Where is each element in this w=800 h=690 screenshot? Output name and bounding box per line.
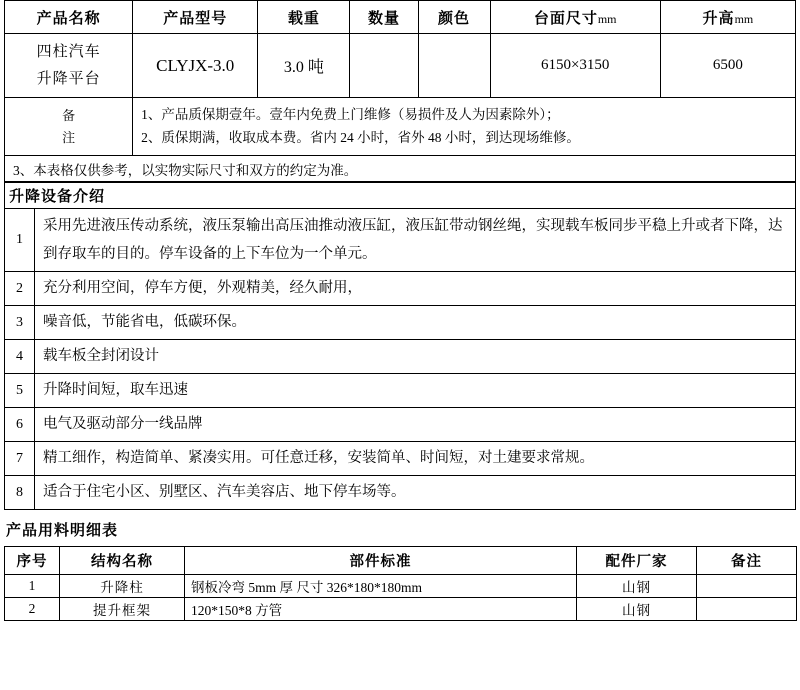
remarks-body <box>133 98 796 156</box>
materials-header-row <box>5 547 797 575</box>
header-product-name: 产品名称 <box>5 1 133 34</box>
spec-table-header-row <box>5 1 796 34</box>
intro-row <box>5 209 796 272</box>
header-product-model: 产品型号 <box>133 1 258 34</box>
materials-cell-structure: 升降柱 <box>60 575 185 598</box>
materials-cell-factory: 山钢 <box>577 575 697 598</box>
intro-text: 采用先进液压传动系统，液压泵输出高压油推动液压缸，液压缸带动钢丝绳，实现载车板同步平稳上升或者下降，达到存取车的目的。停车设备的上下车位为一个单元。 <box>35 209 796 272</box>
materials-table <box>4 546 797 621</box>
intro-text: 适合于住宅小区、别墅区、汽车美容店、地下停车场等。 <box>35 476 796 510</box>
header-quantity: 数量 <box>350 1 418 34</box>
cell-color <box>418 34 490 98</box>
intro-row <box>5 272 796 306</box>
remarks-label-char2: 注 <box>62 129 76 145</box>
header-color: 颜色 <box>418 1 490 34</box>
materials-cell-remark <box>697 575 797 598</box>
intro-text: 噪音低，节能省电，低碳环保。 <box>35 306 796 340</box>
materials-row <box>5 598 797 621</box>
intro-text: 载车板全封闭设计 <box>35 340 796 374</box>
intro-index: 8 <box>5 476 35 510</box>
cell-product-model: CLYJX-3.0 <box>133 34 258 98</box>
cell-quantity <box>350 34 418 98</box>
remark-item-2: 2、质保期满，收取成本费。省内 24 小时，省外 48 小时，到达现场维修。 <box>141 130 580 145</box>
materials-header-index: 序号 <box>5 547 60 575</box>
remark-item-3: 3、本表格仅供参考，以实物实际尺寸和双方的约定为准。 <box>5 156 796 182</box>
intro-title-row <box>5 183 796 209</box>
materials-cell-factory: 山钢 <box>577 598 697 621</box>
intro-text: 升降时间短，取车迅速 <box>35 374 796 408</box>
intro-index: 4 <box>5 340 35 374</box>
intro-index: 5 <box>5 374 35 408</box>
spec-table-row <box>5 34 796 98</box>
remarks-label <box>5 98 133 156</box>
intro-title: 升降设备介绍 <box>5 183 796 209</box>
materials-cell-index: 2 <box>5 598 60 621</box>
header-lift-height-unit: mm <box>734 11 754 26</box>
intro-text: 电气及驱动部分一线品牌 <box>35 408 796 442</box>
intro-index: 6 <box>5 408 35 442</box>
intro-row <box>5 306 796 340</box>
product-name-line2: 升降平台 <box>36 70 101 87</box>
intro-index: 2 <box>5 272 35 306</box>
intro-text: 精工细作，构造简单、紧凑实用。可任意迁移，安装简单、时间短，对土建要求常规。 <box>35 442 796 476</box>
intro-index: 1 <box>5 209 35 272</box>
header-platform-size-unit: mm <box>597 11 617 26</box>
intro-index: 3 <box>5 306 35 340</box>
materials-cell-standard: 钢板冷弯 5mm 厚 尺寸 326*180*180mm <box>185 575 577 598</box>
intro-row <box>5 340 796 374</box>
intro-text: 充分利用空间，停车方便，外观精美，经久耐用， <box>35 272 796 306</box>
intro-index: 7 <box>5 442 35 476</box>
cell-load: 3.0 吨 <box>258 34 350 98</box>
materials-cell-standard: 120*150*8 方管 <box>185 598 577 621</box>
materials-header-structure: 结构名称 <box>60 547 185 575</box>
cell-lift-height: 6500 <box>660 34 795 98</box>
remark-item-1: 1、产品质保期壹年。壹年内免费上门维修（易损件及人为因素除外）； <box>141 107 560 122</box>
cell-platform-size: 6150×3150 <box>490 34 660 98</box>
remarks-row <box>5 98 796 156</box>
materials-header-factory: 配件厂家 <box>577 547 697 575</box>
intro-row <box>5 476 796 510</box>
header-lift-height: 升高mm <box>660 1 795 34</box>
materials-cell-index: 1 <box>5 575 60 598</box>
product-name-line1: 四柱汽车 <box>36 43 101 60</box>
remarks-note-row <box>5 156 796 182</box>
materials-title: 产品用料明细表 <box>6 523 119 539</box>
header-platform-size: 台面尺寸mm <box>490 1 660 34</box>
materials-header-remark: 备注 <box>697 547 797 575</box>
header-load: 载重 <box>258 1 350 34</box>
cell-product-name <box>5 34 133 98</box>
materials-header-standard: 部件标准 <box>185 547 577 575</box>
materials-row <box>5 575 797 598</box>
materials-cell-structure: 提升框架 <box>60 598 185 621</box>
intro-table <box>4 182 796 510</box>
intro-row <box>5 374 796 408</box>
materials-cell-remark <box>697 598 797 621</box>
remarks-label-char1: 备 <box>62 107 76 123</box>
intro-row <box>5 442 796 476</box>
spec-table <box>4 0 796 182</box>
intro-row <box>5 408 796 442</box>
